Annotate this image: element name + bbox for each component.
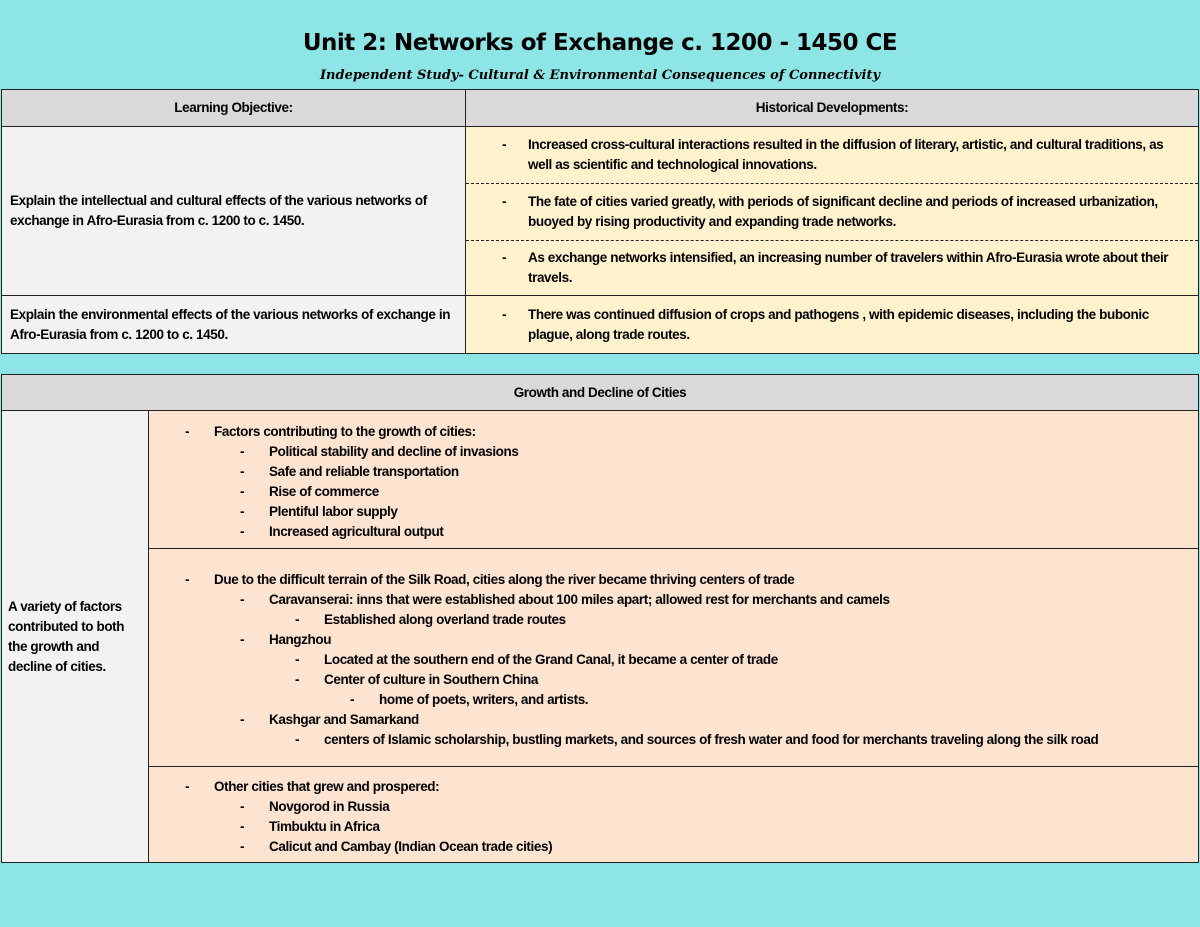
- list-item-text: home of poets, writers, and artists.: [379, 691, 589, 707]
- list-item-text: Safe and reliable transportation: [269, 463, 459, 479]
- bullet-dash: -: [240, 711, 245, 727]
- list-item-text: Hangzhou: [269, 631, 332, 647]
- list-item: [185, 502, 1190, 522]
- development-1: [466, 127, 1199, 184]
- bullet-dash: -: [240, 818, 245, 834]
- bullet-dash: -: [240, 798, 245, 814]
- list-item: [185, 650, 1190, 670]
- list-item: [185, 837, 1190, 857]
- list-item-text: centers of Islamic scholarship, bustling markets, and sources of fresh water and food for merchants traveling along the silk road: [324, 731, 1099, 747]
- bullet-dash: -: [240, 443, 245, 459]
- other-cities-section: [149, 767, 1199, 863]
- bullet-dash: -: [240, 523, 245, 539]
- list-item: [185, 670, 1190, 690]
- list-item-text: Other cities that grew and prospered:: [214, 778, 440, 794]
- page-subtitle: Independent Study- Cultural & Environmental Consequences of Connectivity: [319, 68, 881, 83]
- list-item: [185, 690, 1190, 710]
- bullet-dash: -: [185, 571, 190, 587]
- side-label: A variety of factors contributed to both the growth and decline of cities.: [2, 411, 149, 863]
- bullet-dash: -: [295, 651, 300, 667]
- list-item-text: Plentiful labor supply: [269, 503, 398, 519]
- page-title: Unit 2: Networks of Exchange c. 1200 - 1450 CE: [302, 30, 898, 56]
- list-item: [185, 442, 1190, 462]
- list-item-text: Timbuktu in Africa: [269, 818, 380, 834]
- list-item-text: Factors contributing to the growth of cities:: [214, 423, 476, 439]
- list-item-text: Rise of commerce: [269, 483, 379, 499]
- list-item-text: Kashgar and Samarkand: [269, 711, 419, 727]
- bullet-dash: -: [185, 778, 190, 794]
- list-item-text: Due to the difficult terrain of the Silk Road, cities along the river became thriving centers of trade: [214, 571, 795, 587]
- list-item-text: Political stability and decline of invasions: [269, 443, 519, 459]
- bullet-dash: -: [295, 611, 300, 627]
- bullet-dash: -: [240, 591, 245, 607]
- list-item: [185, 570, 1190, 590]
- bullet-dash: -: [502, 194, 507, 209]
- growth-decline-table: [1, 374, 1199, 863]
- list-item: [185, 482, 1190, 502]
- bullet-dash: -: [240, 483, 245, 499]
- bullet-dash: -: [295, 671, 300, 687]
- historical-developments-header: Historical Developments:: [466, 90, 1199, 127]
- list-item: [185, 422, 1190, 442]
- list-item: [185, 462, 1190, 482]
- list-item-text: Caravanserai: inns that were established about 100 miles apart; allowed rest for merchants and camels: [269, 591, 890, 607]
- bullet-dash: -: [350, 691, 355, 707]
- list-item: [185, 630, 1190, 650]
- development-text: There was continued diffusion of crops and pathogens , with epidemic diseases, including the bubonic plague, along trade routes.: [528, 306, 1149, 342]
- list-item-text: Located at the southern end of the Grand Canal, it became a center of trade: [324, 651, 778, 667]
- bullet-dash: -: [295, 731, 300, 747]
- development-text: The fate of cities varied greatly, with periods of significant decline and periods of increased urbanization, buoyed by rising productivity and expanding trade networks.: [528, 194, 1158, 229]
- bullet-dash: -: [502, 306, 507, 322]
- development-4: [466, 296, 1199, 354]
- list-item: [185, 730, 1190, 750]
- list-item: [185, 522, 1190, 542]
- silk-road-section: [149, 549, 1199, 767]
- learning-objectives-table: [1, 89, 1199, 354]
- list-item: [185, 590, 1190, 610]
- bullet-dash: -: [240, 838, 245, 854]
- bullet-dash: -: [502, 137, 507, 152]
- list-item-text: Established along overland trade routes: [324, 611, 566, 627]
- list-item-text: Increased agricultural output: [269, 523, 444, 539]
- learning-objective-2: Explain the environmental effects of the various networks of exchange in Afro-Eurasia from c. 1200 to c. 1450.: [2, 296, 466, 354]
- development-text: Increased cross-cultural interactions resulted in the diffusion of literary, artistic, and cultural traditions, as well as scientific and technological innovations.: [528, 137, 1164, 172]
- growth-decline-heading: Growth and Decline of Cities: [2, 375, 1199, 411]
- list-item: [185, 777, 1190, 797]
- development-text: As exchange networks intensified, an increasing number of travelers within Afro-Eurasia wrote about their travels.: [528, 250, 1169, 285]
- list-item-text: Novgorod in Russia: [269, 798, 390, 814]
- bullet-dash: -: [240, 503, 245, 519]
- list-item: [185, 797, 1190, 817]
- learning-objective-header: Learning Objective:: [2, 90, 466, 127]
- list-item-text: Center of culture in Southern China: [324, 671, 539, 687]
- bullet-dash: -: [502, 250, 507, 265]
- bullet-dash: -: [185, 423, 190, 439]
- bullet-dash: -: [240, 631, 245, 647]
- development-2: [466, 184, 1199, 241]
- learning-objective-1: Explain the intellectual and cultural effects of the various networks of exchange in Afro-Eurasia from c. 1200 to c. 1450.: [2, 127, 466, 296]
- list-item: [185, 817, 1190, 837]
- list-item: [185, 710, 1190, 730]
- development-3: [466, 241, 1199, 296]
- list-item-text: Calicut and Cambay (Indian Ocean trade cities): [269, 838, 553, 854]
- list-item: [185, 610, 1190, 630]
- bullet-dash: -: [240, 463, 245, 479]
- growth-factors-section: [149, 411, 1199, 549]
